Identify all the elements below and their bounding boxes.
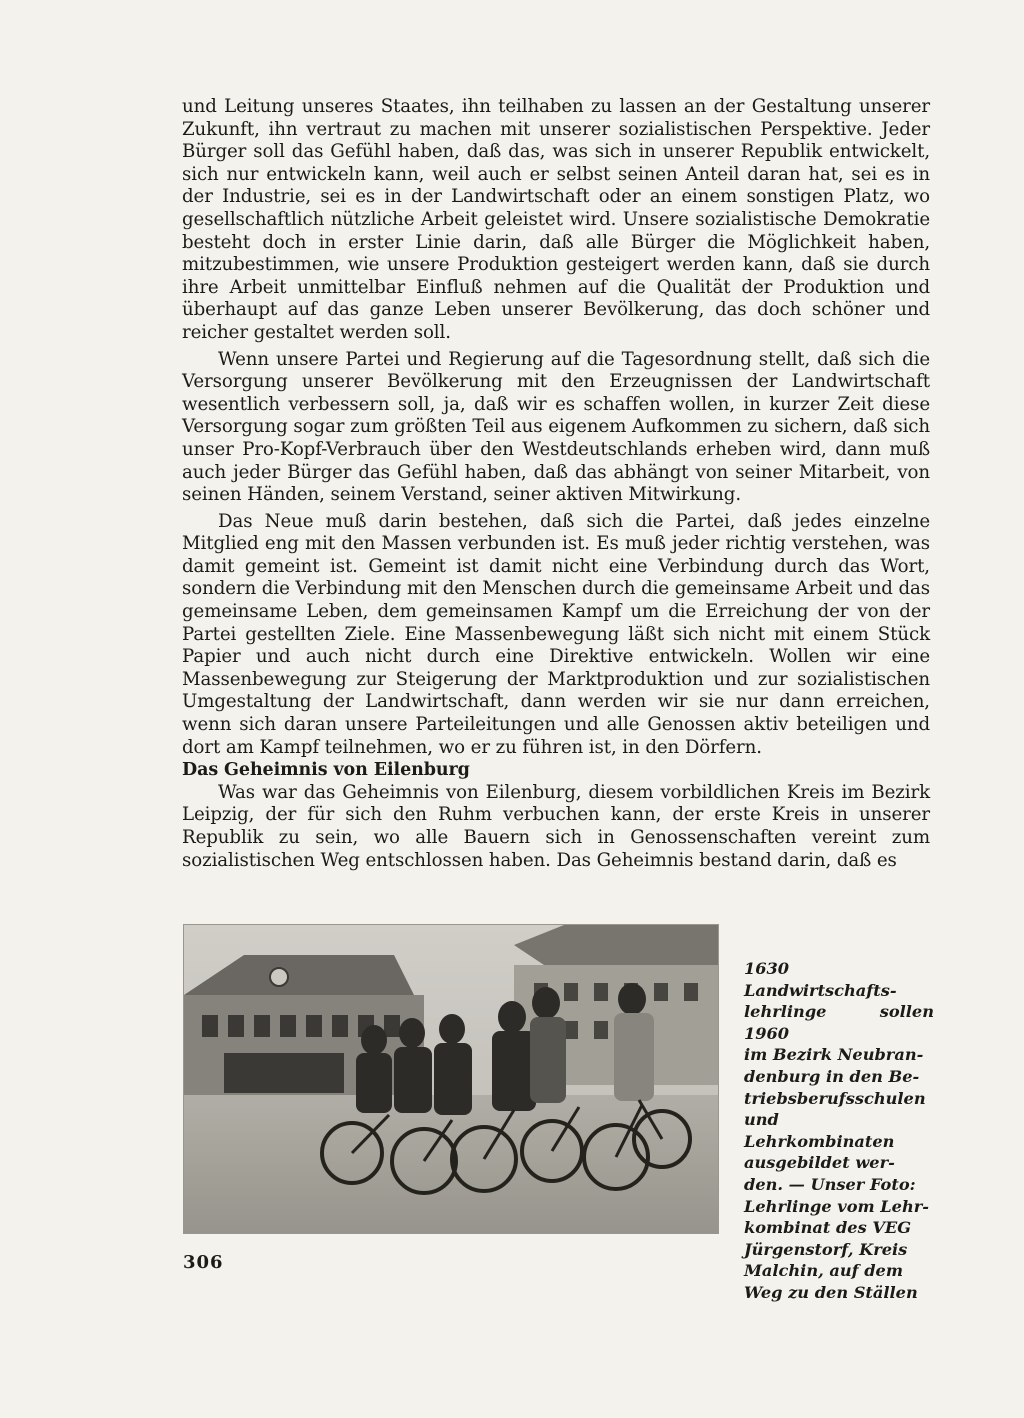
caption-line: triebsberufsschulen <box>744 1088 926 1108</box>
caption-line: im Bezirk Neubran- <box>744 1045 924 1065</box>
caption-line: kombinat des VEG <box>744 1218 912 1238</box>
page-number: 306 <box>183 1252 224 1273</box>
paragraph-2: Wenn unsere Partei und Regierung auf die Tagesordnung stellt, daß sich die Versorgung unserer Bevölkerung mit den Erzeugnissen der Landwirtschaft wesentlich verbessern soll, ja, daß wir es schaffen wollen, in kurzer Zeit diese Versorgung sogar zum größten Teil aus eigenem Aufkommen zu sichern, daß sich unser Pro-Kopf-Verbrauch über den Westdeutschlands erheben wird, dann muß auch jeder Bürger das Gefühl haben, daß das abhängt von seiner Mitarbeit, von seinen Händen, seinem Verstand, seiner aktiven Mitwirkung. <box>182 348 930 506</box>
photo-caption <box>744 958 934 1304</box>
paragraph-3: Das Neue muß darin bestehen, daß sich die Partei, daß jedes einzelne Mitglied eng mit den Massen verbunden ist. Es muß jeder richtig verstehen, was damit gemeint ist. Gemeint ist damit nicht eine Verbindung durch das Wort, sondern die Verbindung mit den Menschen durch die gemeinsame Arbeit und das gemeinsame Leben, dem gemeinsamen Kampf um die Erreichung der von der Partei gestellten Ziele. Eine Massenbewegung läßt sich nicht mit einem Stück Papier und auch nicht durch eine Direktive entwickeln. Wollen wir eine Massenbewegung zur Steigerung der Marktproduktion und zur sozialistischen Umgestaltung der Landwirtschaft, dann werden wir sie nur dann erreichen, wenn sich daran unsere Parteileitungen und alle Genossen aktiv beteiligen und dort am Kampf teilnehmen, wo er zu führen ist, in den Dörfern. <box>182 510 930 758</box>
caption-line: 1630 Landwirtschafts- <box>744 959 897 1000</box>
section-paragraph: Was war das Geheimnis von Eilenburg, diesem vorbildlichen Kreis im Bezirk Leipzig, der für sich den Ruhm verbuchen kann, der erste Kreis in unserer Republik zu sein, wo alle Bauern sich in Genossenschaften vereint zum sozialistischen Weg entschlossen haben. Das Geheimnis bestand darin, daß es <box>182 781 930 871</box>
caption-line: lehrlinge sollen 1960 <box>744 1002 934 1043</box>
photo-apprentices-bicycles <box>183 924 719 1234</box>
caption-line: ausgebildet wer- <box>744 1153 895 1173</box>
caption-line: denburg in den Be- <box>744 1066 920 1086</box>
photo-illustration <box>184 925 718 1233</box>
caption-line: Jürgenstorf, Kreis <box>744 1239 908 1259</box>
caption-line: Lehrlinge vom Lehr- <box>744 1196 929 1216</box>
caption-line: den. — Unser Foto: <box>744 1174 916 1194</box>
paragraph-1: und Leitung unseres Staates, ihn teilhaben zu lassen an der Gestaltung unserer Zukunft, ihn vertraut zu machen mit unserer sozialistischen Perspektive. Jeder Bürger soll das Gefühl haben, daß das, was sich in unserer Republik entwickelt, sich nur entwickeln kann, weil auch er selbst seinen Anteil daran hat, sei es in der Industrie, sei es in der Landwirtschaft oder an einem sonstigen Platz, wo gesellschaftlich nützliche Arbeit geleistet wird. Unsere sozialistische Demokratie besteht doch in erster Linie darin, daß alle Bürger die Möglichkeit haben, mitzubestimmen, wie unsere Produktion gesteigert werden kann, daß sie durch ihre Arbeit unmittelbar Einfluß nehmen auf die Qualität der Produktion und überhaupt auf das ganze Leben unserer Bevölkerung, das doch schöner und reicher gestaltet werden soll. <box>182 96 930 343</box>
caption-line: Weg zu den Ställen <box>744 1282 918 1302</box>
body-text <box>182 96 930 872</box>
caption-line: und Lehrkombinaten <box>744 1110 895 1151</box>
caption-line: Malchin, auf dem <box>744 1261 903 1281</box>
section-heading: Das Geheimnis von Eilenburg <box>182 760 470 781</box>
